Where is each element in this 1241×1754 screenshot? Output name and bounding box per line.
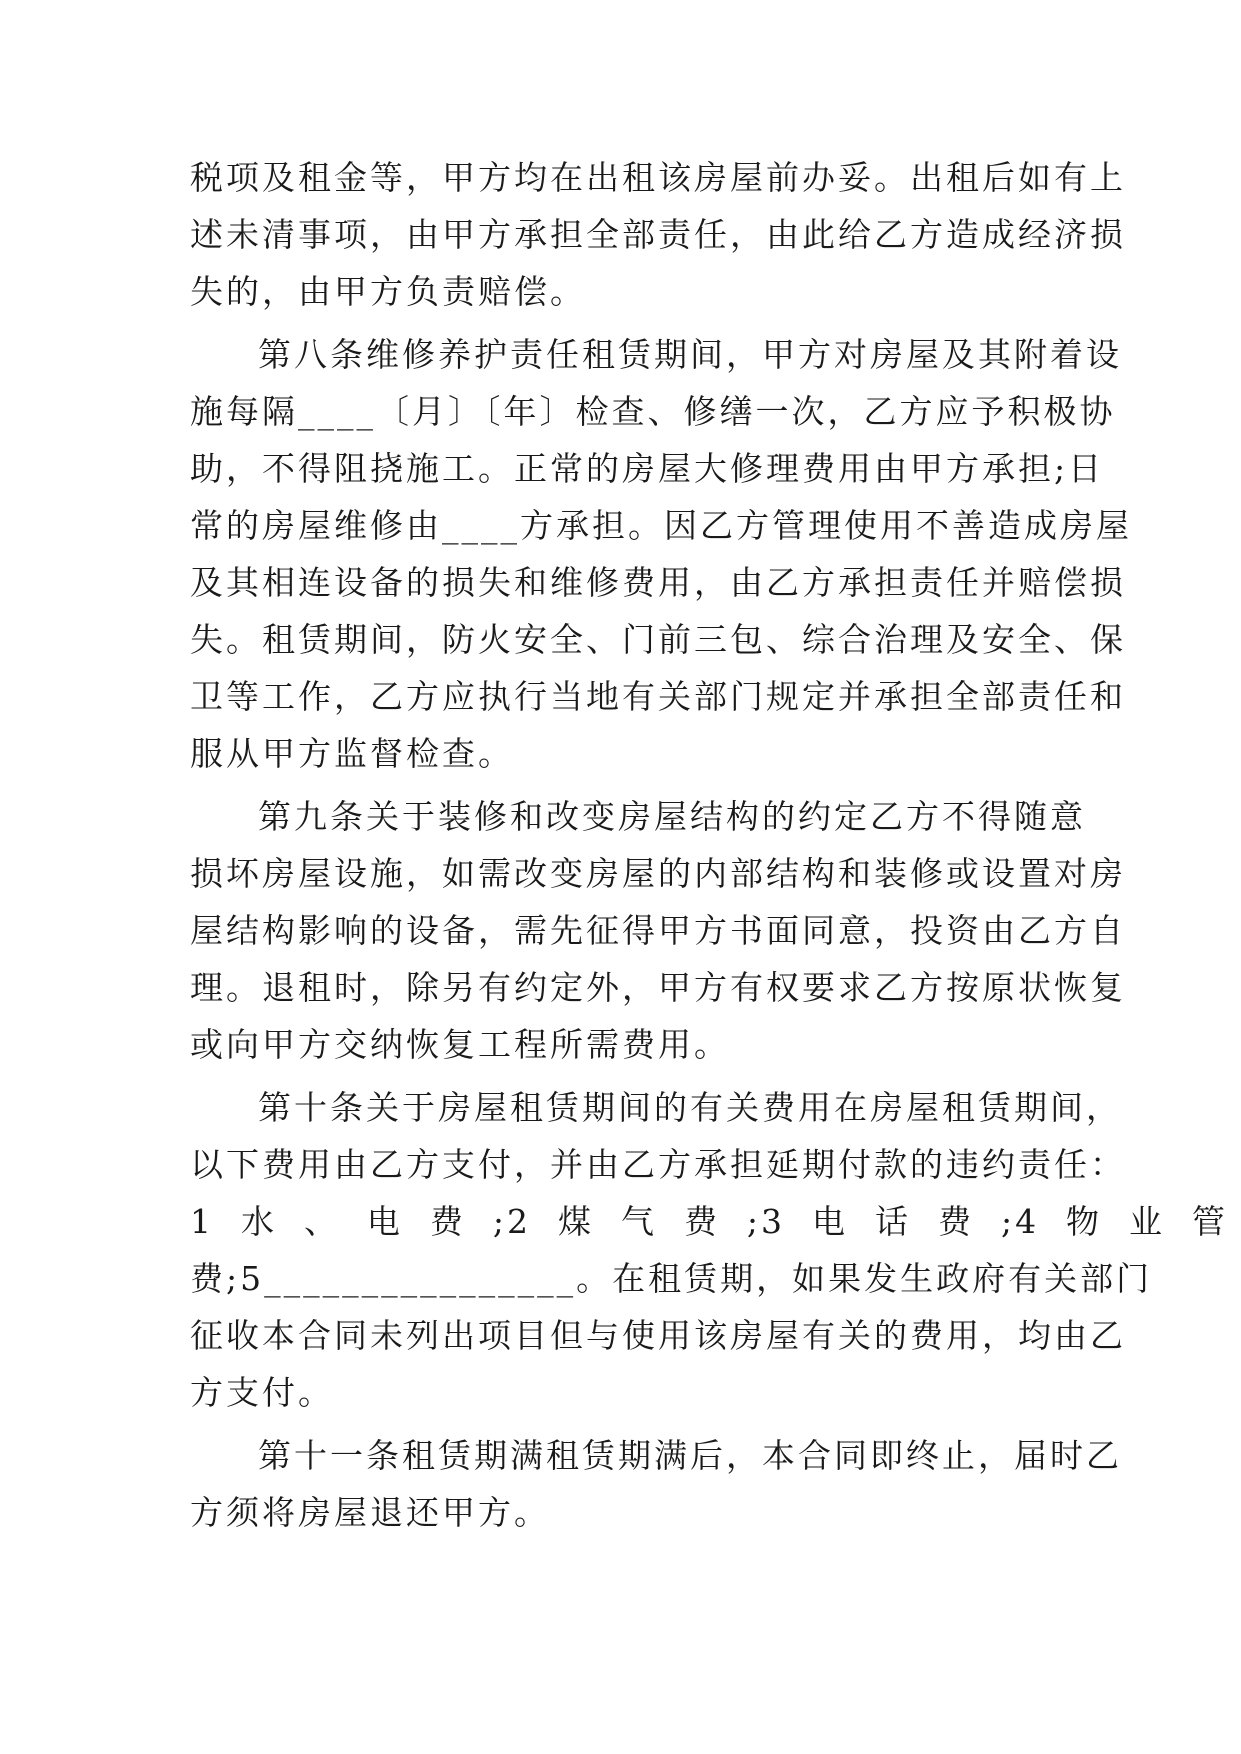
text-line: 助，不得阻挠施工。正常的房屋大修理费用由甲方承担;日 — [190, 449, 1105, 488]
paragraph-heading-line: 第十条关于房屋租赁期间的有关费用在房屋租赁期间， — [258, 1088, 1122, 1127]
text-line: 卫等工作，乙方应执行当地有关部门规定并承担全部责任和 — [190, 677, 1126, 716]
text-line: 常的房屋维修由____方承担。因乙方管理使用不善造成房屋 — [190, 506, 1132, 545]
text-line: 理。退租时，除另有约定外，甲方有权要求乙方按原状恢复 — [190, 968, 1126, 1007]
text-line: 费;5________________。在租赁期，如果发生政府有关部门 — [190, 1259, 1153, 1298]
paragraph-heading-line: 第九条关于装修和改变房屋结构的约定乙方不得随意 — [258, 797, 1086, 836]
text-line: 方须将房屋退还甲方。 — [190, 1493, 550, 1532]
text-line: 以下费用由乙方支付，并由乙方承担延期付款的违约责任： — [190, 1145, 1126, 1184]
text-line: 失的，由甲方负责赔偿。 — [190, 272, 586, 311]
text-line: 征收本合同未列出项目但与使用该房屋有关的费用，均由乙 — [190, 1316, 1126, 1355]
text-line: 及其相连设备的损失和维修费用，由乙方承担责任并赔偿损 — [190, 563, 1126, 602]
text-line: 方支付。 — [190, 1373, 334, 1412]
text-line: 服从甲方监督检查。 — [190, 734, 514, 773]
text-line: 施每隔____〔月〕〔年〕检查、修缮一次，乙方应予积极协 — [190, 392, 1116, 431]
text-line: 失。租赁期间，防火安全、门前三包、综合治理及安全、保 — [190, 620, 1126, 659]
paragraph-heading-line: 第十一条租赁期满租赁期满后，本合同即终止，届时乙 — [258, 1436, 1122, 1475]
text-line: 屋结构影响的设备，需先征得甲方书面同意，投资由乙方自 — [190, 911, 1126, 950]
text-line: 述未清事项，由甲方承担全部责任，由此给乙方造成经济损 — [190, 215, 1126, 254]
text-line: 税项及租金等，甲方均在出租该房屋前办妥。出租后如有上 — [190, 158, 1126, 197]
text-line: 损坏房屋设施，如需改变房屋的内部结构和装修或设置对房 — [190, 854, 1126, 893]
text-line: 1 水 、 电 费 ;2 煤 气 费 ;3 电 话 费 ;4 物 业 管 — [190, 1202, 1229, 1241]
paragraph-heading-line: 第八条维修养护责任租赁期间，甲方对房屋及其附着设 — [258, 335, 1122, 374]
text-line: 或向甲方交纳恢复工程所需费用。 — [190, 1025, 730, 1064]
